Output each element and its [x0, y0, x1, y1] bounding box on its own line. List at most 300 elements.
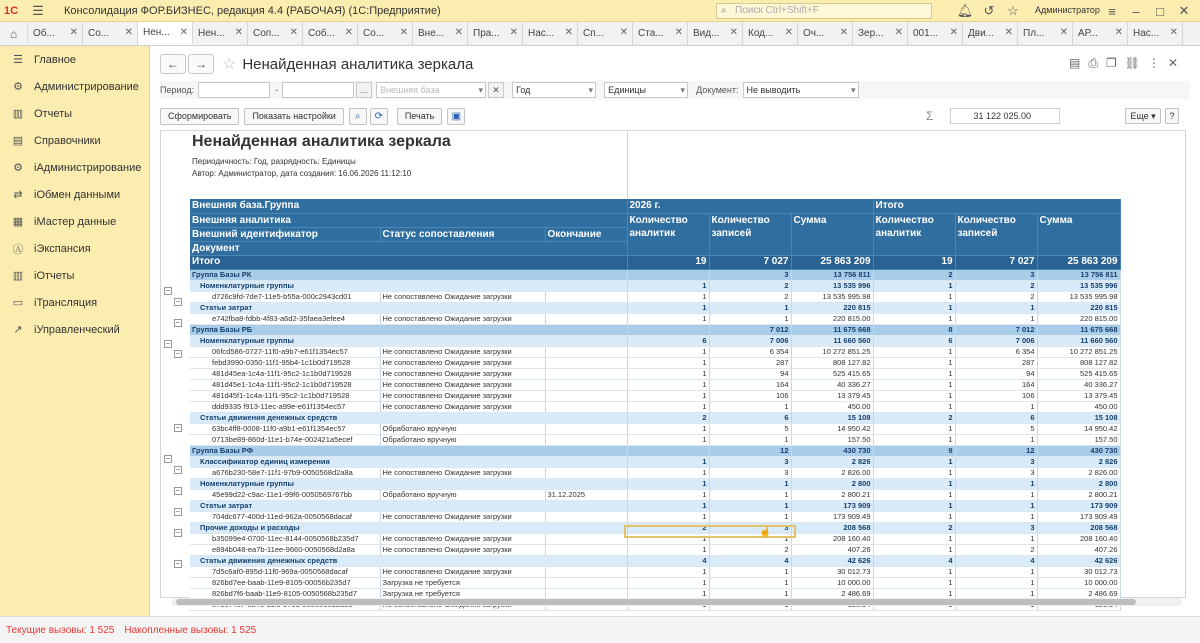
table-cell[interactable] [545, 390, 627, 401]
table-cell[interactable]: 208 568 [1037, 522, 1120, 533]
table-cell[interactable]: 1 [627, 280, 709, 291]
table-cell[interactable]: 1 [955, 313, 1037, 324]
table-cell[interactable]: 12 [955, 445, 1037, 456]
table-cell[interactable]: 287 [955, 357, 1037, 368]
collapse-toggle-icon[interactable]: – [174, 466, 182, 474]
table-cell[interactable] [545, 401, 627, 412]
table-cell[interactable]: 1 [627, 566, 709, 577]
table-cell[interactable]: 481d45e1-1c4a-11f1-95c2-1c1b0d719528 [190, 379, 380, 390]
table-cell[interactable]: 208 160.40 [1037, 533, 1120, 544]
table-cell[interactable]: 06fcd586-0727-11f0-a9b7-e61f1354ec57 [190, 346, 380, 357]
help-button[interactable]: ? [1165, 108, 1179, 124]
table-row[interactable] [190, 390, 1120, 401]
close-tab-icon[interactable]: ✕ [564, 27, 573, 38]
print-button[interactable]: Печать [397, 108, 442, 125]
close-tab-icon[interactable]: ✕ [1059, 27, 1068, 38]
collapse-toggle-icon[interactable]: – [174, 298, 182, 306]
table-cell[interactable]: 94 [955, 368, 1037, 379]
chevron-down-icon[interactable]: ▾ [588, 85, 594, 95]
table-cell[interactable]: 1 [709, 313, 791, 324]
table-cell[interactable]: 1 [627, 401, 709, 412]
table-cell[interactable]: 1 [873, 368, 955, 379]
table-cell[interactable]: Загрузка не требуется [380, 588, 545, 599]
table-cell[interactable]: 2 826.00 [1037, 467, 1120, 478]
table-row[interactable] [190, 478, 1120, 489]
tab-item[interactable] [358, 22, 413, 45]
period-end-field[interactable] [282, 82, 354, 98]
table-cell[interactable] [545, 533, 627, 544]
table-cell[interactable]: 11 675 668 [1037, 324, 1120, 335]
table-row[interactable] [190, 357, 1120, 368]
sidebar-item[interactable] [0, 154, 149, 181]
table-cell[interactable]: 31.12.2025 [545, 489, 627, 500]
close-tab-icon[interactable]: ✕ [839, 27, 848, 38]
search-icon[interactable]: ⌕ [349, 108, 367, 125]
table-row[interactable] [190, 522, 1120, 533]
table-cell[interactable]: 7d5c6af0-895d-11f0-969a-0050568dacaf [190, 566, 380, 577]
table-row[interactable] [190, 434, 1120, 445]
table-cell[interactable]: 15 108 [791, 412, 873, 423]
table-cell[interactable]: Не сопоставлено Ожидание загрузки [380, 291, 545, 302]
table-cell[interactable]: 8 [873, 324, 955, 335]
maximize-icon[interactable]: □ [1156, 3, 1164, 19]
collapse-toggle-icon[interactable]: – [164, 340, 172, 348]
close-tab-icon[interactable]: ✕ [894, 27, 903, 38]
table-cell[interactable]: 450.00 [1037, 401, 1120, 412]
minimize-icon[interactable]: – [1132, 3, 1140, 19]
tab-item[interactable] [633, 22, 688, 45]
table-cell[interactable]: 11 660 560 [791, 335, 873, 346]
table-cell[interactable]: 1 [627, 544, 709, 555]
table-cell[interactable] [545, 544, 627, 555]
table-cell[interactable]: 173 909.49 [1037, 511, 1120, 522]
menu-icon[interactable]: ☰ [32, 2, 44, 18]
table-cell[interactable]: 2 800.21 [1037, 489, 1120, 500]
table-cell[interactable]: 220 815.00 [791, 313, 873, 324]
table-cell[interactable]: 2 800 [791, 478, 873, 489]
tab-item[interactable] [578, 22, 633, 45]
table-cell[interactable]: 2 [873, 412, 955, 423]
table-cell[interactable]: 1 [627, 434, 709, 445]
table-cell[interactable]: 1 [627, 588, 709, 599]
table-cell[interactable]: 6 [955, 412, 1037, 423]
sidebar-item[interactable] [0, 73, 149, 100]
table-cell[interactable]: 13 535 996 [1037, 280, 1120, 291]
table-cell[interactable]: 1 [873, 467, 955, 478]
table-row[interactable] [190, 280, 1120, 291]
table-cell[interactable]: d726c9fd-7de7-11e5-b55a-000c2943cd01 [190, 291, 380, 302]
table-cell[interactable]: 1 [627, 302, 709, 313]
table-cell[interactable]: 40 336.27 [791, 379, 873, 390]
table-row[interactable] [190, 302, 1120, 313]
tab-item[interactable] [193, 22, 248, 45]
table-cell[interactable]: 13 756 811 [791, 269, 873, 280]
table-cell[interactable]: 40 336.27 [1037, 379, 1120, 390]
table-cell[interactable]: 1 [627, 313, 709, 324]
table-cell[interactable]: 1 [709, 434, 791, 445]
table-cell[interactable]: 10 272 851.25 [791, 346, 873, 357]
table-cell[interactable]: Обработано вручную [380, 434, 545, 445]
table-cell[interactable] [627, 269, 709, 280]
search-input[interactable] [716, 3, 932, 19]
table-cell[interactable]: 1 [873, 379, 955, 390]
table-cell[interactable]: 3 [955, 456, 1037, 467]
table-cell[interactable] [545, 357, 627, 368]
table-cell[interactable]: Не сопоставлено Ожидание загрузки [380, 511, 545, 522]
table-row[interactable] [190, 577, 1120, 588]
table-cell[interactable]: 15 108 [1037, 412, 1120, 423]
table-cell[interactable]: 3 [955, 522, 1037, 533]
collapse-toggle-icon[interactable]: – [174, 487, 182, 495]
table-cell[interactable]: 14 950.42 [791, 423, 873, 434]
table-cell[interactable]: 1 [873, 434, 955, 445]
table-cell[interactable]: Не сопоставлено Ожидание загрузки [380, 368, 545, 379]
table-cell[interactable]: 106 [709, 390, 791, 401]
table-row[interactable] [190, 379, 1120, 390]
table-cell[interactable]: 1 [627, 500, 709, 511]
table-cell[interactable]: 6 [627, 335, 709, 346]
table-row[interactable] [190, 269, 1120, 280]
table-cell[interactable]: 1 [709, 401, 791, 412]
table-cell[interactable]: 2 [955, 280, 1037, 291]
table-cell[interactable]: 1 [627, 533, 709, 544]
table-cell[interactable]: 173 909.49 [791, 511, 873, 522]
table-cell[interactable]: 1 [955, 478, 1037, 489]
tab-item[interactable] [1128, 22, 1183, 45]
collapse-toggle-icon[interactable]: – [174, 424, 182, 432]
sidebar-item[interactable] [0, 235, 149, 262]
table-cell[interactable]: 2 800.21 [791, 489, 873, 500]
save-icon[interactable]: ▤ [1068, 56, 1081, 70]
table-cell[interactable]: Не сопоставлено Ожидание загрузки [380, 401, 545, 412]
table-cell[interactable]: 2 800 [1037, 478, 1120, 489]
table-cell[interactable]: 208 160.40 [791, 533, 873, 544]
table-cell[interactable]: 1 [873, 588, 955, 599]
tab-item[interactable] [1073, 22, 1128, 45]
table-cell[interactable]: 5 [955, 423, 1037, 434]
table-cell[interactable]: 481d45f1-1c4a-11f1-95c2-1c1b0d719528 [190, 390, 380, 401]
table-row[interactable] [190, 324, 1120, 335]
table-cell[interactable]: 407.26 [1037, 544, 1120, 555]
favorite-star-icon[interactable]: ☆ [222, 56, 237, 73]
table-cell[interactable]: 1 [627, 379, 709, 390]
table-cell[interactable] [545, 566, 627, 577]
collapse-toggle-icon[interactable]: – [164, 287, 172, 295]
table-cell[interactable]: 1 [627, 467, 709, 478]
table-cell[interactable]: 13 379.45 [791, 390, 873, 401]
table-row[interactable] [190, 291, 1120, 302]
tab-item[interactable] [28, 22, 83, 45]
table-cell[interactable]: 11 660 560 [1037, 335, 1120, 346]
sidebar-item[interactable] [0, 100, 149, 127]
table-cell[interactable]: 12 [709, 445, 791, 456]
table-cell[interactable]: 3 [709, 269, 791, 280]
table-cell[interactable]: 826bd7ee-baab-11e9-8105-00056b235d7 [190, 577, 380, 588]
collapse-toggle-icon[interactable]: – [174, 508, 182, 516]
table-cell[interactable]: 1 [955, 533, 1037, 544]
table-row[interactable] [190, 456, 1120, 467]
table-cell[interactable]: 1 [627, 511, 709, 522]
period-kind-field[interactable] [512, 82, 596, 98]
table-cell[interactable]: 63bc4ff8-0008-11f0-a9b1-e61f1354ec57 [190, 423, 380, 434]
table-cell[interactable]: Не сопоставлено Ожидание загрузки [380, 533, 545, 544]
table-cell[interactable]: Номенклатурные группы [190, 335, 627, 346]
table-cell[interactable]: 1 [709, 588, 791, 599]
table-cell[interactable]: Не сопоставлено Ожидание загрузки [380, 357, 545, 368]
period-start-field[interactable] [198, 82, 270, 98]
table-cell[interactable]: 30 012.73 [791, 566, 873, 577]
table-row[interactable] [190, 412, 1120, 423]
table-cell[interactable]: Не сопоставлено Ожидание загрузки [380, 313, 545, 324]
table-cell[interactable]: 1 [627, 423, 709, 434]
chevron-down-icon[interactable]: ▾ [680, 85, 686, 95]
table-cell[interactable]: e742fba8-fdbb-4f83-a6d2-35faea3efee4 [190, 313, 380, 324]
close-tab-icon[interactable]: ✕ [729, 27, 738, 38]
table-row[interactable] [190, 368, 1120, 379]
chevron-down-icon[interactable]: ▾ [850, 85, 856, 95]
table-cell[interactable]: ddd9335 f913-11ec-a99e-e61f1354ec57 [190, 401, 380, 412]
table-row[interactable] [190, 566, 1120, 577]
table-cell[interactable]: 11 675 668 [791, 324, 873, 335]
table-cell[interactable]: 13 756 811 [1037, 269, 1120, 280]
close-tab-icon[interactable]: ✕ [179, 27, 188, 38]
link-icon[interactable]: ⛓ [1124, 56, 1140, 70]
close-tab-icon[interactable]: ✕ [344, 27, 353, 38]
table-cell[interactable]: 826bd7f6-baab-11e9-8105-0050568b235d7 [190, 588, 380, 599]
table-cell[interactable]: Загрузка не требуется [380, 577, 545, 588]
table-cell[interactable]: Обработано вручную [380, 423, 545, 434]
collapse-toggle-icon[interactable]: – [164, 455, 172, 463]
table-cell[interactable] [545, 467, 627, 478]
back-button[interactable]: ← [160, 54, 186, 74]
table-cell[interactable]: 2 [873, 269, 955, 280]
table-cell[interactable]: 220 815.00 [1037, 313, 1120, 324]
table-cell[interactable]: 1 [627, 368, 709, 379]
table-cell[interactable]: Группа Базы РБ [190, 324, 627, 335]
scroll-thumb[interactable] [176, 599, 1136, 605]
table-cell[interactable]: 430 730 [791, 445, 873, 456]
tab-item[interactable] [138, 22, 193, 45]
table-cell[interactable]: Не сопоставлено Ожидание загрузки [380, 544, 545, 555]
tab-item[interactable] [1018, 22, 1073, 45]
table-cell[interactable]: 6 354 [955, 346, 1037, 357]
more-button[interactable]: Еще ▾ [1125, 108, 1161, 124]
table-cell[interactable]: 220 815 [791, 302, 873, 313]
sidebar-item[interactable] [0, 46, 149, 73]
table-cell[interactable]: 1 [873, 511, 955, 522]
close-tab-icon[interactable]: ✕ [1169, 27, 1178, 38]
table-cell[interactable]: e894b048-ea7b-11ee-9660-0050568d2a8a [190, 544, 380, 555]
table-cell[interactable]: 6 354 [709, 346, 791, 357]
search-refresh-icon[interactable]: ⟳ [370, 108, 388, 125]
close-tab-icon[interactable]: ✕ [784, 27, 793, 38]
table-cell[interactable]: 1 [873, 302, 955, 313]
tab-item[interactable] [468, 22, 523, 45]
table-cell[interactable]: 1 [873, 456, 955, 467]
table-cell[interactable]: 2 [627, 522, 709, 533]
close-tab-icon[interactable]: ✕ [509, 27, 518, 38]
table-cell[interactable]: 1 [709, 500, 791, 511]
table-cell[interactable]: 2 [709, 280, 791, 291]
table-cell[interactable]: a676b230-58e7-11f1-97b9-0050568d2a8a [190, 467, 380, 478]
table-cell[interactable] [545, 291, 627, 302]
settings-menu-icon[interactable]: ≡ [1108, 3, 1116, 19]
table-cell[interactable]: Номенклатурные группы [190, 478, 627, 489]
table-cell[interactable]: 450.00 [791, 401, 873, 412]
table-cell[interactable]: 2 [709, 544, 791, 555]
table-cell[interactable]: 1 [873, 489, 955, 500]
table-cell[interactable] [545, 313, 627, 324]
table-cell[interactable]: 208 568 [791, 522, 873, 533]
table-row[interactable] [190, 533, 1120, 544]
table-cell[interactable]: 1 [873, 346, 955, 357]
table-cell[interactable]: 2 [955, 291, 1037, 302]
table-cell[interactable]: Не сопоставлено Ожидание загрузки [380, 467, 545, 478]
table-cell[interactable]: 1 [627, 357, 709, 368]
close-form-icon[interactable]: ✕ [1167, 56, 1178, 70]
close-tab-icon[interactable]: ✕ [234, 27, 243, 38]
table-cell[interactable]: 2 826 [1037, 456, 1120, 467]
table-cell[interactable]: 42 626 [1037, 555, 1120, 566]
table-cell[interactable]: 10 272 851.25 [1037, 346, 1120, 357]
table-cell[interactable]: 6 [873, 335, 955, 346]
close-tab-icon[interactable]: ✕ [454, 27, 463, 38]
bell-icon[interactable]: 🔔︎ [956, 3, 974, 18]
tab-item[interactable] [853, 22, 908, 45]
tab-item[interactable] [83, 22, 138, 45]
close-icon[interactable]: ✕ [1178, 3, 1190, 18]
table-cell[interactable]: Не сопоставлено Ожидание загрузки [380, 379, 545, 390]
tab-item[interactable] [798, 22, 853, 45]
table-cell[interactable]: 525 415.65 [791, 368, 873, 379]
table-cell[interactable]: 0713be89-860d-11e1-b74e-002421a5ecef [190, 434, 380, 445]
close-tab-icon[interactable]: ✕ [949, 27, 958, 38]
table-cell[interactable]: 45e99d22-c9ac-11e1-99f6-0050569767bb [190, 489, 380, 500]
table-cell[interactable]: 1 [627, 489, 709, 500]
close-tab-icon[interactable]: ✕ [124, 27, 133, 38]
more-icon[interactable]: ⋮ [1147, 56, 1160, 70]
table-cell[interactable]: 3 [709, 456, 791, 467]
table-cell[interactable]: 1 [709, 302, 791, 313]
table-cell[interactable]: 1 [873, 423, 955, 434]
print-icon[interactable]: ⎙ [1088, 56, 1098, 70]
table-cell[interactable]: 4 [873, 555, 955, 566]
forward-button[interactable]: → [188, 54, 214, 74]
sidebar-item[interactable] [0, 181, 149, 208]
table-cell[interactable]: 1 [709, 489, 791, 500]
tab-item[interactable] [303, 22, 358, 45]
close-tab-icon[interactable]: ✕ [69, 27, 78, 38]
table-cell[interactable]: 2 826 [791, 456, 873, 467]
table-cell[interactable]: 1 [955, 577, 1037, 588]
table-cell[interactable]: 1 [627, 291, 709, 302]
tab-item[interactable] [743, 22, 798, 45]
table-cell[interactable] [627, 445, 709, 456]
table-cell[interactable]: 1 [873, 478, 955, 489]
table-cell[interactable]: 1 [873, 291, 955, 302]
table-cell[interactable]: 1 [873, 313, 955, 324]
table-row[interactable] [190, 544, 1120, 555]
table-row[interactable] [190, 335, 1120, 346]
table-cell[interactable]: 1 [873, 390, 955, 401]
table-cell[interactable]: 7 006 [709, 335, 791, 346]
table-cell[interactable]: Статьи затрат [190, 500, 627, 511]
table-cell[interactable]: Статьи движения денежных средств [190, 412, 627, 423]
table-cell[interactable]: 2 [873, 522, 955, 533]
table-cell[interactable]: 9 [873, 445, 955, 456]
table-cell[interactable]: Обработано вручную [380, 489, 545, 500]
table-row[interactable] [190, 346, 1120, 357]
period-select-button[interactable]: … [356, 82, 372, 98]
table-cell[interactable] [545, 434, 627, 445]
tab-item[interactable] [413, 22, 468, 45]
collapse-toggle-icon[interactable]: – [174, 560, 182, 568]
tab-item[interactable] [523, 22, 578, 45]
collapse-toggle-icon[interactable]: – [174, 529, 182, 537]
close-tab-icon[interactable]: ✕ [619, 27, 628, 38]
table-cell[interactable]: 1 [709, 566, 791, 577]
table-cell[interactable]: 1 [873, 401, 955, 412]
table-cell[interactable]: 1 [955, 401, 1037, 412]
table-row[interactable] [190, 500, 1120, 511]
table-row[interactable] [190, 467, 1120, 478]
table-cell[interactable]: 106 [955, 390, 1037, 401]
table-cell[interactable]: Статьи затрат [190, 302, 627, 313]
table-cell[interactable]: Не сопоставлено Ожидание загрузки [380, 390, 545, 401]
table-cell[interactable]: 42 626 [791, 555, 873, 566]
collapse-toggle-icon[interactable]: – [174, 319, 182, 327]
home-icon[interactable]: ⌂ [0, 22, 28, 45]
table-cell[interactable]: 7 006 [955, 335, 1037, 346]
units-field[interactable] [604, 82, 688, 98]
tab-item[interactable] [248, 22, 303, 45]
table-cell[interactable]: 1 [873, 280, 955, 291]
table-cell[interactable]: 1 [709, 478, 791, 489]
table-cell[interactable] [545, 368, 627, 379]
table-cell[interactable]: Прочие доходы и расходы [190, 522, 627, 533]
table-cell[interactable]: 1 [955, 500, 1037, 511]
table-row[interactable] [190, 489, 1120, 500]
table-cell[interactable]: Не сопоставлено Ожидание загрузки [380, 346, 545, 357]
sidebar-item[interactable] [0, 127, 149, 154]
table-cell[interactable]: 3 [955, 467, 1037, 478]
chevron-down-icon[interactable]: ▾ [478, 85, 484, 95]
tab-item[interactable] [963, 22, 1018, 45]
copy-icon[interactable]: ❐ [1105, 56, 1117, 70]
table-cell[interactable]: 1 [955, 302, 1037, 313]
table-cell[interactable]: 6 [709, 412, 791, 423]
table-cell[interactable]: Группа Базы РК [190, 269, 627, 280]
table-cell[interactable]: 3 [709, 467, 791, 478]
collapse-toggle-icon[interactable]: – [174, 350, 182, 358]
table-cell[interactable]: 164 [955, 379, 1037, 390]
table-cell[interactable]: 5 [709, 423, 791, 434]
table-cell[interactable]: 220 815 [1037, 302, 1120, 313]
table-cell[interactable]: Номенклатурные группы [190, 280, 627, 291]
table-cell[interactable]: 407.26 [791, 544, 873, 555]
external-base-field[interactable] [376, 82, 486, 98]
table-cell[interactable]: 157.50 [1037, 434, 1120, 445]
table-cell[interactable]: 1 [873, 533, 955, 544]
horizontal-scrollbar[interactable] [172, 598, 1182, 606]
table-cell[interactable]: 1 [873, 544, 955, 555]
table-cell[interactable]: Классификатор единиц измерения [190, 456, 627, 467]
table-cell[interactable]: 1 [709, 577, 791, 588]
table-cell[interactable]: 4 [709, 555, 791, 566]
generate-button[interactable]: Сформировать [160, 108, 239, 125]
table-cell[interactable]: 430 730 [1037, 445, 1120, 456]
star-icon[interactable]: ☆ [1007, 3, 1019, 18]
